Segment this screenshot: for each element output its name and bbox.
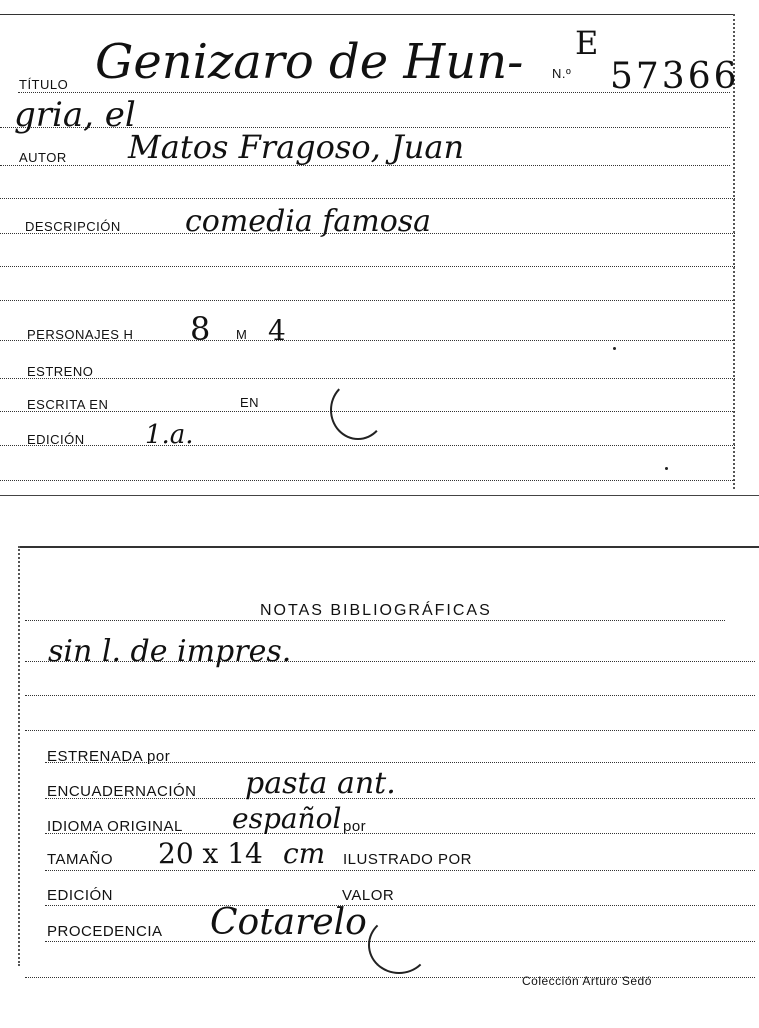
estreno-label: ESTRENO <box>27 364 94 379</box>
encuadernacion-label: ENCUADERNACIÓN <box>47 783 197 800</box>
notas-value: sin l. de impres. <box>48 634 292 669</box>
valor-label: VALOR <box>342 887 395 904</box>
procedencia-label: PROCEDENCIA <box>47 923 163 940</box>
descripcion-label: DESCRIPCIÓN <box>25 219 121 234</box>
edicion-value: 1.a. <box>145 420 194 450</box>
encuadernacion-value: pasta ant. <box>245 766 396 801</box>
titulo-value-line2: gria, el <box>14 95 136 135</box>
tamano-label: TAMAÑO <box>47 851 114 868</box>
por-label: por <box>343 818 367 835</box>
numero-value: 57366 <box>610 56 740 97</box>
catalog-card-front <box>0 0 759 496</box>
titulo-value-line1: Genizaro de Hun- <box>95 34 524 90</box>
catalog-card-back <box>0 540 759 1028</box>
rule-notas <box>25 620 725 621</box>
personajes-m-label: M <box>236 327 248 342</box>
autor-label: AUTOR <box>19 150 67 165</box>
en-label: EN <box>240 395 260 410</box>
titulo-label: TÍTULO <box>19 77 69 92</box>
procedencia-value: Cotarelo <box>210 902 367 943</box>
rule-bottom <box>0 480 735 481</box>
rule-blank-1 <box>0 198 735 199</box>
numero-prefix: E <box>575 24 599 62</box>
ilustrado-label: ILUSTRADO POR <box>343 851 473 868</box>
rule-blank-2 <box>0 266 735 267</box>
idioma-value: español <box>232 802 342 835</box>
rule-blank-3 <box>0 300 735 301</box>
card-left-edge <box>18 546 20 966</box>
autor-value: Matos Fragoso, Juan <box>128 128 465 166</box>
rule-notas-2 <box>25 695 755 696</box>
personajes-m-value: 4 <box>268 314 286 347</box>
punch-hole-mark <box>330 380 386 440</box>
speck-mark <box>665 467 668 470</box>
edicion-label: EDICIÓN <box>27 432 85 447</box>
edicion-label: EDICIÓN <box>47 887 114 904</box>
speck-mark <box>613 347 616 350</box>
tamano-value: 20 x 14 <box>158 837 263 870</box>
escrita-label: ESCRITA EN <box>27 397 109 412</box>
personajes-h-value: 8 <box>190 310 211 348</box>
descripcion-value: comedia famosa <box>185 204 432 239</box>
rule-tamano <box>45 870 755 871</box>
collection-credit: Colección Arturo Sedó <box>522 974 652 988</box>
personajes-label: PERSONAJES H <box>27 327 134 342</box>
notas-title: NOTAS BIBLIOGRÁFICAS <box>260 602 492 619</box>
card-top-edge <box>0 14 735 15</box>
ink-stroke-mark <box>368 916 430 974</box>
rule-estreno <box>0 378 735 379</box>
rule-edicion <box>45 905 755 906</box>
rule-edicion <box>0 445 735 446</box>
numero-label: N.º <box>552 66 572 81</box>
estrenada-label: ESTRENADA por <box>47 748 171 765</box>
tamano-unit: cm <box>283 837 326 870</box>
idioma-label: IDIOMA ORIGINAL <box>47 818 183 835</box>
card-top-edge <box>18 546 759 548</box>
rule-notas-3 <box>25 730 755 731</box>
